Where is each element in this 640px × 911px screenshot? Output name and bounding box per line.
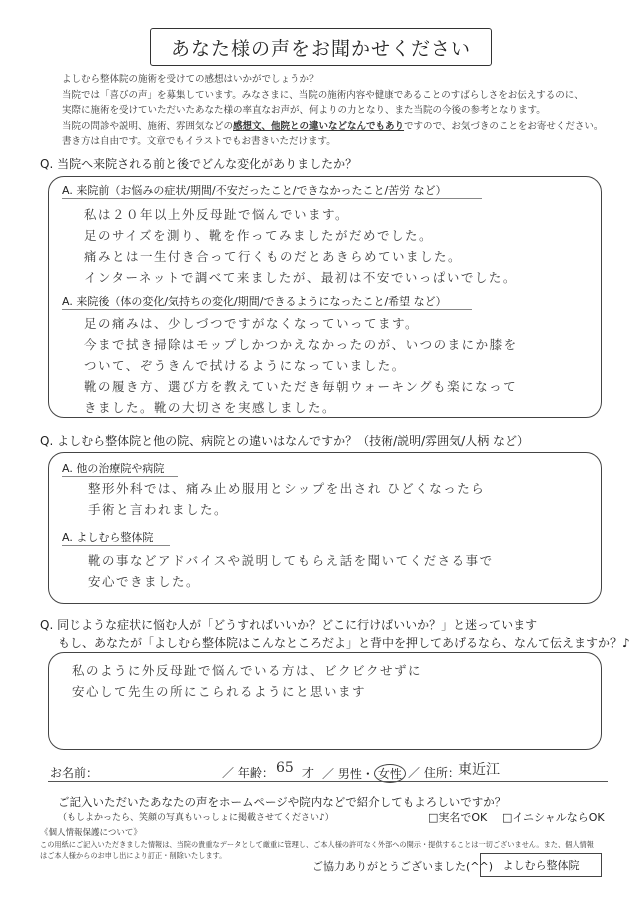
label-underline (62, 198, 482, 199)
page-title: あなた様の声をお聞かせください (150, 28, 492, 66)
handwritten-line: 安心して先生の所にこられるようにと思います (72, 684, 367, 699)
q1-before-label: A. 来院前（お悩みの症状/期間/不安だったこと/できなかったこと/苦労 など） (62, 184, 447, 197)
gender-selected: 女性 (374, 764, 406, 783)
age-value: 65 (276, 760, 294, 776)
form-underline (48, 781, 608, 782)
q3-question-line1: Q. 同じような症状に悩む人が「どうすればいいか？どこに行けばいいか？」と迷っています (40, 618, 538, 632)
handwritten-line: 手術と言われました。 (88, 502, 229, 517)
label-underline (62, 476, 178, 477)
option-realname: □実名でOK (428, 811, 488, 824)
privacy-heading: 《個人情報保護について》 (40, 828, 142, 838)
address-label: ／ 住所： (408, 766, 460, 780)
handwritten-line: 靴の事などアドバイスや説明してもらえ話を聞いてくださる事で (88, 553, 494, 568)
intro-line: 実際に施術を受けていただいたあなた様の率直なお声が、何よりの力となり、また当院の今後の参考となります。 (62, 105, 546, 116)
handwritten-line: 痛みとは一生付き合って行くものだとあきらめていました。 (84, 249, 463, 264)
name-label: お名前： (50, 766, 99, 780)
q1-question: Q. 当院へ来院される前と後でどんな変化がありましたか？ (40, 157, 358, 171)
intro-emphasis: 感想文、他院との違いなどなんでもあり (233, 120, 405, 132)
q3-answer (72, 660, 422, 702)
address-value: 東近江 (458, 762, 500, 778)
label-underline (62, 309, 472, 310)
label-underline (62, 545, 170, 546)
clinic-name-box: よしむら整体院 (480, 853, 602, 877)
privacy-line: この用紙にご記入いただきました情報は、当院の貴重なデータとして厳重に管理し、ご本人様の許可なく外部への開示・提供することは一切ございません。また、個人情報 (40, 840, 594, 849)
q2-yoshimura-answer (88, 550, 494, 592)
intro-line: 書き方は自由です。文章でもイラストでもお書きいただけます。 (62, 136, 336, 147)
q2-question: Q. よしむら整体院と他の院、病院との違いはなんですか？（技術/説明/雰囲気/人柄 など） (40, 434, 530, 448)
handwritten-line: 足のサイズを測り、靴を作ってみましたがだめでした。 (84, 228, 434, 243)
handwritten-line: きました。靴の大切さを実感しました。 (84, 400, 337, 415)
privacy-line: はご本人様からのお申し出により訂正・削除いたします。 (40, 851, 227, 860)
q3-question-line2: もし、あなたが「よしむら整体院はこんなところだよ」と背中を押してあげるなら、なんて伝えますか？♪ (58, 636, 630, 650)
intro-text (62, 72, 622, 150)
q2-other-label: A. 他の治療院や病院 (62, 462, 165, 475)
handwritten-line: 靴の履き方、選び方を教えていただき毎朝ウォーキングも楽になって (84, 379, 518, 394)
intro-line: よしむら整体院の施術を受けての感想はいかがでしょうか？ (62, 74, 319, 85)
q2-yoshimura-label: A. よしむら整体院 (62, 531, 154, 544)
handwritten-line: ついて、ぞうきんで拭けるようになっていました。 (84, 358, 406, 373)
intro-line: 当院では「喜びの声」を募集しています。みなさまに、当院の施術内容や健康であることのすばらしさをお伝えするのに、 (62, 89, 584, 101)
intro-line: 当院の問診や説明、施術、雰囲気などの感想文、他院との違いなどなんでもありですので、お気づきのことをお寄せください。 (62, 120, 604, 132)
option-initial: □イニシャルならOK (502, 811, 605, 824)
age-label: ／ 年齢： (222, 766, 274, 780)
q1-after-label: A. 来院後（体の変化/気持ちの変化/期間/できるようになったこと/希望 など） (62, 295, 447, 308)
q2-other-answer (88, 478, 485, 520)
consent-note: （もしよかったら、笑顔の写真もいっしょに掲載させてください♪） (58, 813, 334, 823)
q1-after-answer (84, 313, 518, 418)
thanks-text: ご協力ありがとうございました(^^) (312, 860, 494, 873)
handwritten-line: インターネットで調べて来ましたが、最初は不安でいっぱいでした。 (84, 270, 517, 285)
handwritten-line: 安心できました。 (88, 574, 201, 589)
age-unit: 才 (302, 766, 315, 780)
gender-separator: ／ 男性・ (322, 767, 374, 781)
handwritten-line: 足の痛みは、少しづつですがなくなっていってます。 (84, 316, 420, 331)
handwritten-line: 私は２０年以上外反母趾で悩んでいます。 (84, 207, 350, 222)
q1-before-answer (84, 204, 517, 288)
handwritten-line: 私のように外反母趾で悩んでいる方は、ビクビクせずに (72, 663, 423, 678)
handwritten-line: 整形外科では、痛み止め服用とシップを出され ひどくなったら (88, 481, 486, 496)
handwritten-line: 今まで拭き掃除はモップしかつかえなかったのが、いつのまにか膝を (84, 337, 518, 352)
consent-question: ご記入いただいたあなたの声をホームページや院内などで紹介してもよろしいですか？ (58, 795, 507, 809)
